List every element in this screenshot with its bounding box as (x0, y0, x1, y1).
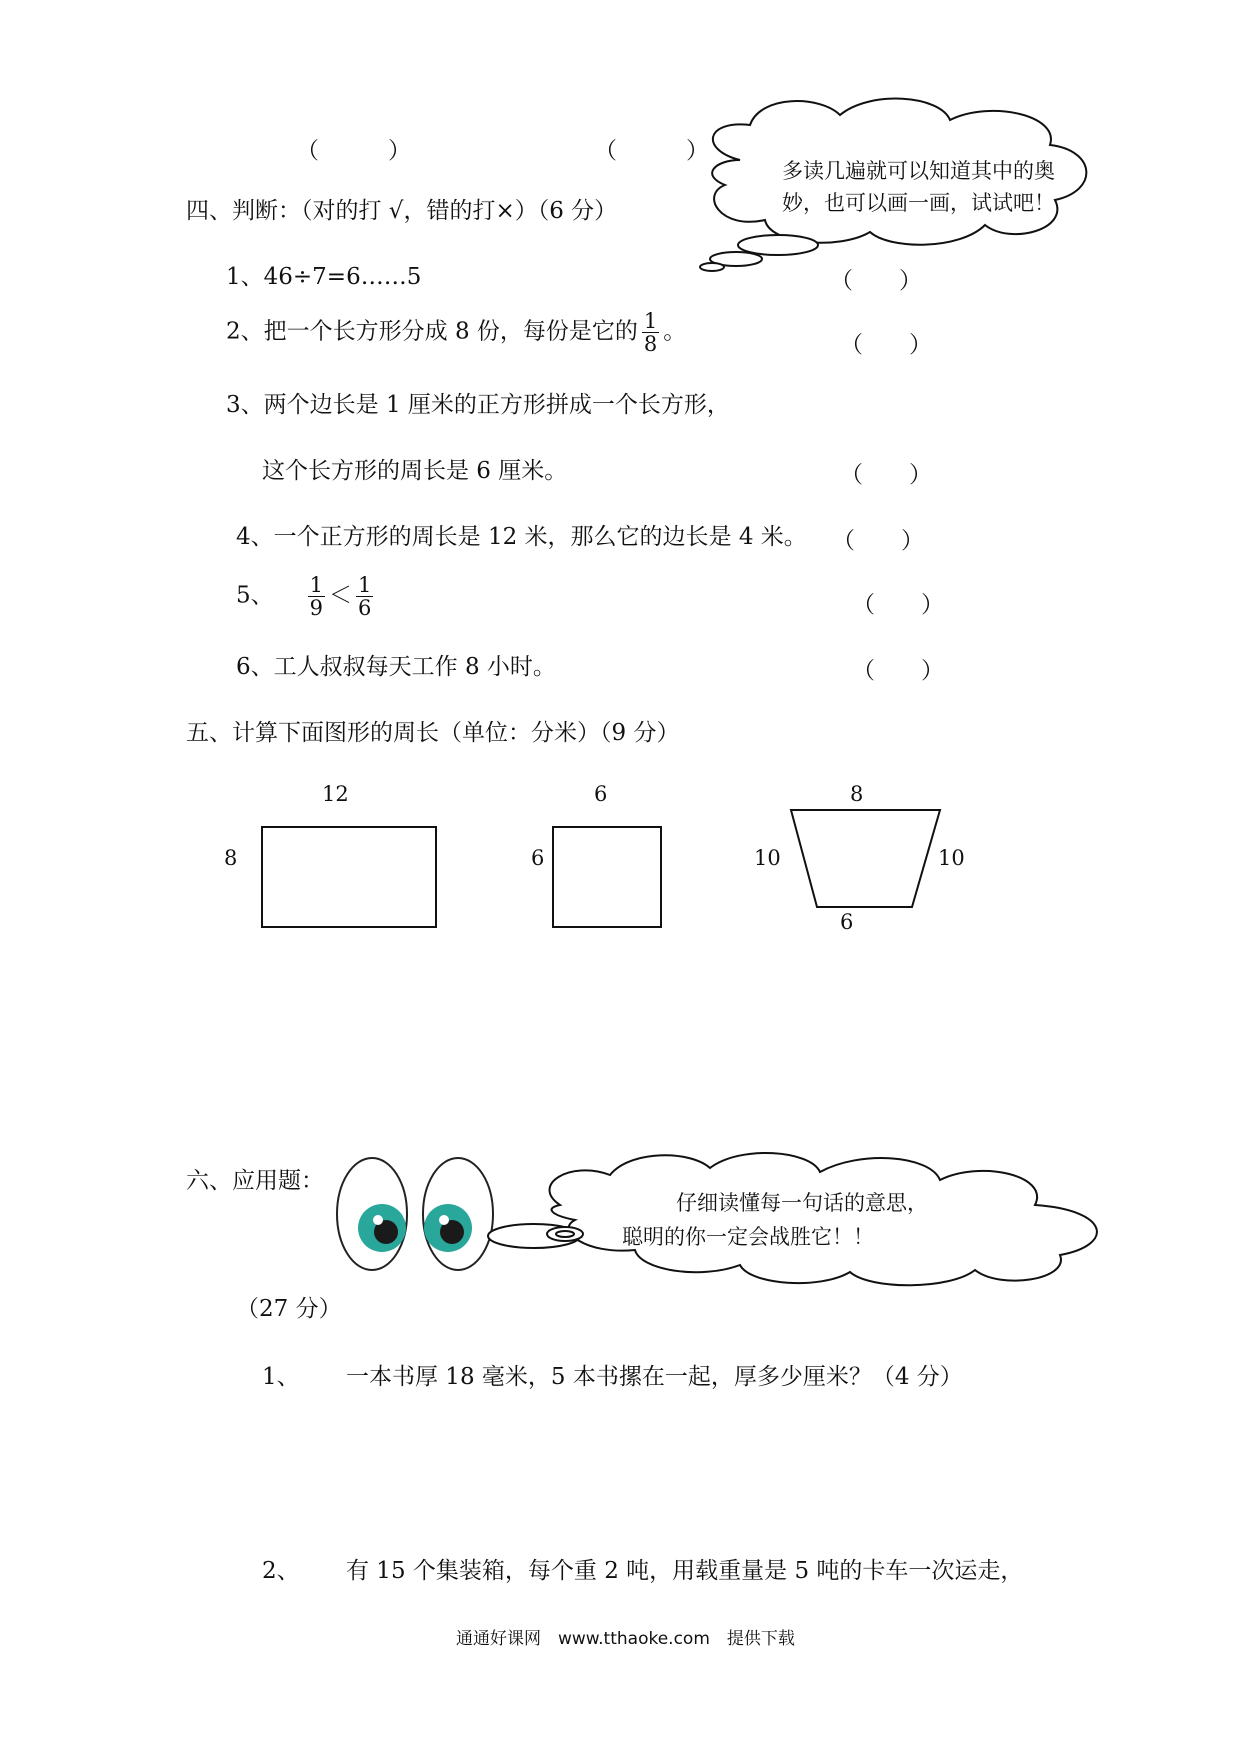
answer-paren[interactable]: （ ） (840, 332, 932, 358)
section-5-title: 五、计算下面图形的周长（单位：分米）（9 分） (186, 720, 680, 746)
answer-paren: （ ） (296, 138, 411, 164)
footer-credit: 通通好课网 www.tthaoke.com 提供下载 (456, 1629, 795, 1649)
trapezoid-bottom-label: 6 (840, 910, 854, 934)
problem-number: 2、 (262, 1558, 300, 1584)
square-left-label: 6 (531, 846, 545, 870)
problem-1-text: 一本书厚 18 毫米，5 本书摞在一起，厚多少厘米？（4 分） (346, 1364, 963, 1390)
fraction-denominator: 8 (643, 332, 658, 356)
judgement-item-3-line2: 这个长方形的周长是 6 厘米。 (262, 458, 568, 484)
answer-paren: （ ） (594, 138, 709, 164)
fraction-denominator: 9 (309, 596, 324, 620)
section-6-title: 六、应用题： (186, 1168, 324, 1194)
fraction-numerator: 1 (358, 573, 372, 597)
answer-paren[interactable]: （ ） (832, 528, 924, 554)
judgement-item-3-line1: 3、两个边长是 1 厘米的正方形拼成一个长方形， (226, 392, 730, 418)
answer-paren[interactable]: （ ） (840, 462, 932, 488)
fraction-numerator: 1 (643, 309, 658, 333)
trapezoid-left-label: 10 (754, 846, 781, 870)
trapezoid-right-label: 10 (938, 846, 965, 870)
answer-paren[interactable]: （ ） (830, 268, 922, 294)
rect-top-label: 12 (322, 782, 349, 806)
item-2-text-end: 。 (663, 318, 687, 345)
judgement-item-6: 6、工人叔叔每天工作 8 小时。 (236, 654, 556, 680)
trapezoid-top-label: 8 (850, 782, 864, 806)
fraction-denominator: 6 (358, 596, 372, 620)
problem-2-text: 有 15 个集装箱，每个重 2 吨，用载重量是 5 吨的卡车一次运走， (346, 1558, 1024, 1584)
fraction-numerator: 1 (309, 573, 324, 597)
item-5-label: 5、 (236, 582, 274, 609)
answer-paren[interactable]: （ ） (852, 658, 944, 684)
rect-left-label: 8 (224, 846, 238, 870)
problem-number: 1、 (262, 1364, 300, 1390)
section-4-title: 四、判断：（对的打 √，错的打×）（6 分） (186, 198, 618, 224)
tip-text: 聪明的你一定会战胜它！！ (622, 1225, 874, 1249)
item-2-text: 2、把一个长方形分成 8 份，每份是它的 (226, 318, 638, 345)
tip-text: 仔细读懂每一句话的意思， (676, 1191, 928, 1215)
judgement-item-4: 4、一个正方形的周长是 12 米，那么它的边长是 4 米。 (236, 524, 807, 550)
section-6-score: （27 分） (236, 1296, 342, 1322)
answer-paren[interactable]: （ ） (852, 592, 944, 618)
tip-text: 多读几遍就可以知道其中的奥 (782, 159, 1055, 183)
square-top-label: 6 (594, 782, 608, 806)
judgement-item-1: 1、46÷7=6……5 (226, 264, 422, 290)
tip-text: 妙，也可以画一画，试试吧！ (782, 191, 1055, 215)
less-than-sign: ＜ (329, 582, 353, 609)
